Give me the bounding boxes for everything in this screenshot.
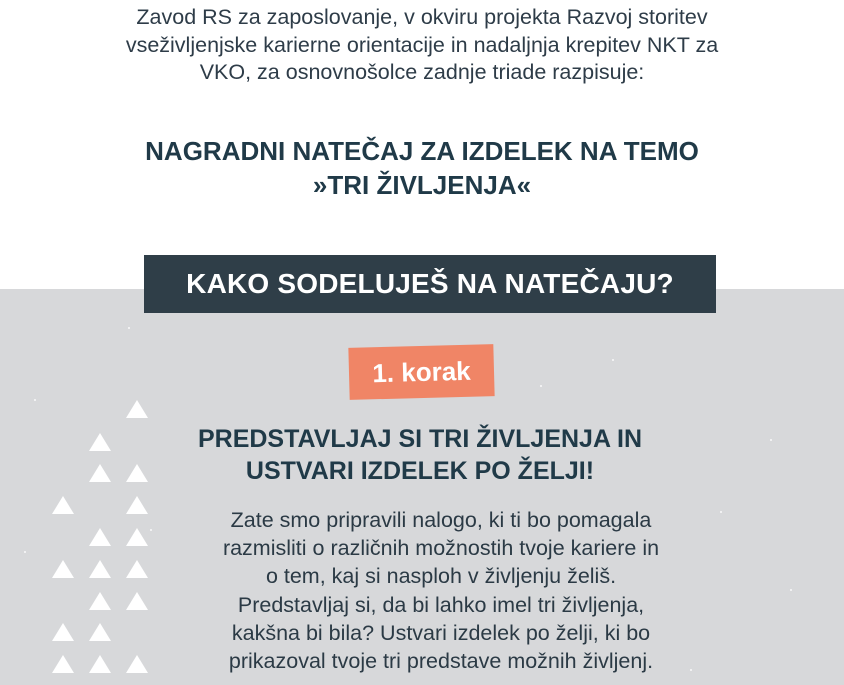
contest-title (0, 134, 844, 202)
step-heading (160, 423, 680, 487)
triangle-icon (126, 528, 148, 546)
triangle-icon (126, 592, 148, 610)
intro-line: VKO, za osnovnošolce zadnje triade razpisuje: (199, 60, 645, 84)
step-text-line: o tem, kaj si nasploh v življenju želiš. (265, 564, 617, 589)
how-to-participate-banner: KAKO SODELUJEŠ NA NATEČAJU? (144, 255, 716, 313)
step-badge: 1. korak (348, 344, 494, 400)
contest-title-line: NAGRADNI NATEČAJ ZA IZDELEK NA TEMO (145, 136, 699, 166)
triangle-icon (126, 560, 148, 578)
speck (770, 439, 772, 441)
triangle-icon (126, 496, 148, 514)
triangle-icon (52, 623, 74, 641)
step-heading-line: PREDSTAVLJAJ SI TRI ŽIVLJENJA IN (197, 425, 643, 453)
triangle-icon (52, 560, 74, 578)
step-heading-line: USTVARI IZDELEK PO ŽELJI! (245, 457, 595, 485)
speck (720, 511, 722, 513)
speck (150, 529, 152, 531)
triangle-icon (89, 464, 111, 482)
speck (790, 589, 792, 591)
triangle-icon (89, 433, 111, 451)
step-text-line: Zate smo pripravili nalogo, ki ti bo pomagala (230, 508, 652, 532)
step-text-line: Predstavljaj si, da bi lahko imel tri življenja, (237, 592, 645, 617)
speck (24, 551, 26, 553)
triangle-icon (52, 496, 74, 514)
speck (34, 399, 36, 401)
contest-title-line: »TRI ŽIVLJENJA« (312, 170, 532, 200)
triangle-icon (89, 528, 111, 546)
triangle-icon (89, 560, 111, 578)
speck (612, 359, 614, 361)
step-description (176, 506, 706, 675)
triangle-icon (89, 592, 111, 610)
intro-line: vseživljenjske karierne orientacije in nadaljnja krepitev NKT za (125, 32, 719, 57)
triangle-icon (89, 655, 111, 673)
triangle-icon (126, 400, 148, 418)
speck (540, 385, 542, 387)
triangle-icon (126, 464, 148, 482)
intro-paragraph (0, 4, 844, 87)
triangle-icon (89, 623, 111, 641)
triangle-icon (52, 655, 74, 673)
triangle-icon (126, 655, 148, 673)
speck (128, 327, 130, 329)
step-text-line: prikazoval tvoje tri predstave možnih življenj. (228, 649, 654, 674)
step-text-line: kakšna bi bila? Ustvari izdelek po želji, ki bo (231, 620, 651, 645)
step-text-line: razmisliti o različnih možnostih tvoje kariere in (222, 536, 660, 561)
intro-line: Zavod RS za zaposlovanje, v okviru projekta Razvoj storitev (136, 5, 708, 29)
